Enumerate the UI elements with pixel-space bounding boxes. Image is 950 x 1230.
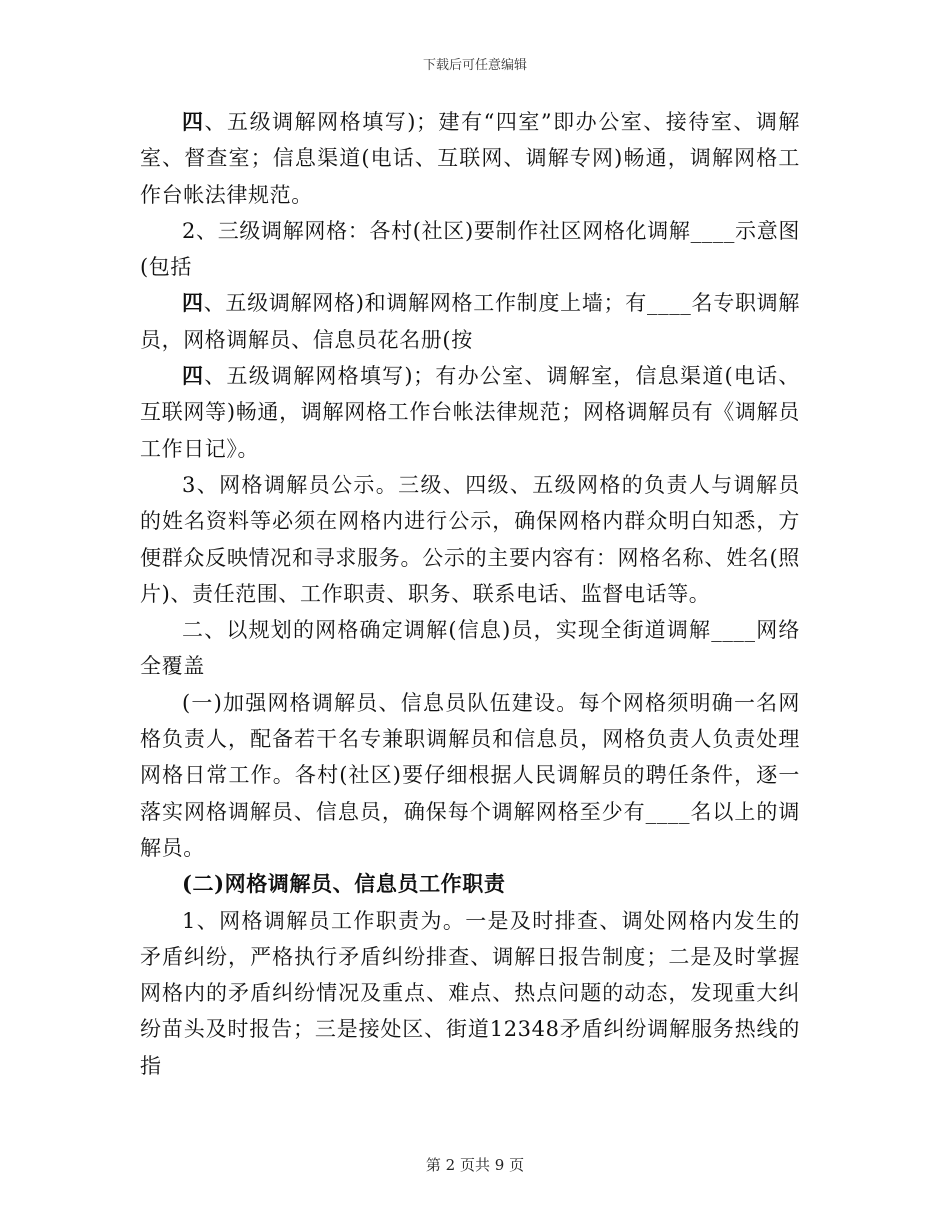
document-body <box>140 104 800 1084</box>
paragraph <box>140 104 800 213</box>
paragraph <box>140 467 800 612</box>
paragraph-lead: 四 <box>182 109 205 134</box>
paragraph <box>140 685 800 866</box>
paragraph <box>140 285 800 358</box>
paragraph-text: 、五级调解网格)和调解网格工作制度上墙；有____名专职调解员，网格调解员、信息员花名册(按 <box>140 291 800 352</box>
paragraph-text: 2、三级调解网格：各村(社区)要制作社区网格化调解____示意图(包括 <box>140 218 800 280</box>
paragraph <box>140 358 800 467</box>
paragraph-text: (一)加强网格调解员、信息员队伍建设。每个网格须明确一名网格负责人，配备若干名专兼职调解员和信息员，网格负责人负责处理网格日常工作。各村(社区)要仔细根据人民调解员的聘任条件，逐一落实网格调解员、信息员，确保每个调解网格至少有____名以上的调解员。 <box>140 690 800 860</box>
paragraph-lead: 四 <box>182 290 204 316</box>
paragraph-text: 二、以规划的网格确定调解(信息)员，实现全街道调解____网络全覆盖 <box>140 618 800 679</box>
paragraph-text: 1、网格调解员工作职责为。一是及时排查、调处网格内发生的矛盾纠纷，严格执行矛盾纠纷排查、调解日报告制度；二是及时掌握网格内的矛盾纠纷情况及重点、难点、热点问题的动态，发现重大纠纷苗头及时报告；三是接处区、街道12348矛盾纠纷调解服务热线的指 <box>140 908 800 1078</box>
paragraph-text: 3、网格调解员公示。三级、四级、五级网格的负责人与调解员的姓名资料等必须在网格内进行公示，确保网格内群众明白知悉，方便群众反映情况和寻求服务。公示的主要内容有：网格名称、姓名(照片)、责任范围、工作职责、职务、联系电话、监督电话等。 <box>140 472 800 606</box>
page-header: 下载后可任意编辑 <box>422 58 527 73</box>
paragraph-lead: 四 <box>182 363 205 389</box>
paragraph-text: (二)网格调解员、信息员工作职责 <box>182 871 506 897</box>
paragraph <box>140 903 800 1084</box>
paragraph-text: 、五级调解网格填写)；有办公室、调解室，信息渠道(电话、互联网等)畅通，调解网格工作台帐法律规范；网格调解员有《调解员工作日记》。 <box>140 364 800 461</box>
paragraph-text: 、五级调解网格填写)；建有“四室”即办公室、接待室、调解室、督查室；信息渠道(电话、互联网、调解专网)畅通，调解网格工作台帐法律规范。 <box>140 110 800 207</box>
page-footer: 第 2 页共 9 页 <box>425 1156 525 1174</box>
subsection-heading <box>140 866 800 902</box>
section-heading <box>140 612 800 685</box>
paragraph <box>140 213 800 286</box>
